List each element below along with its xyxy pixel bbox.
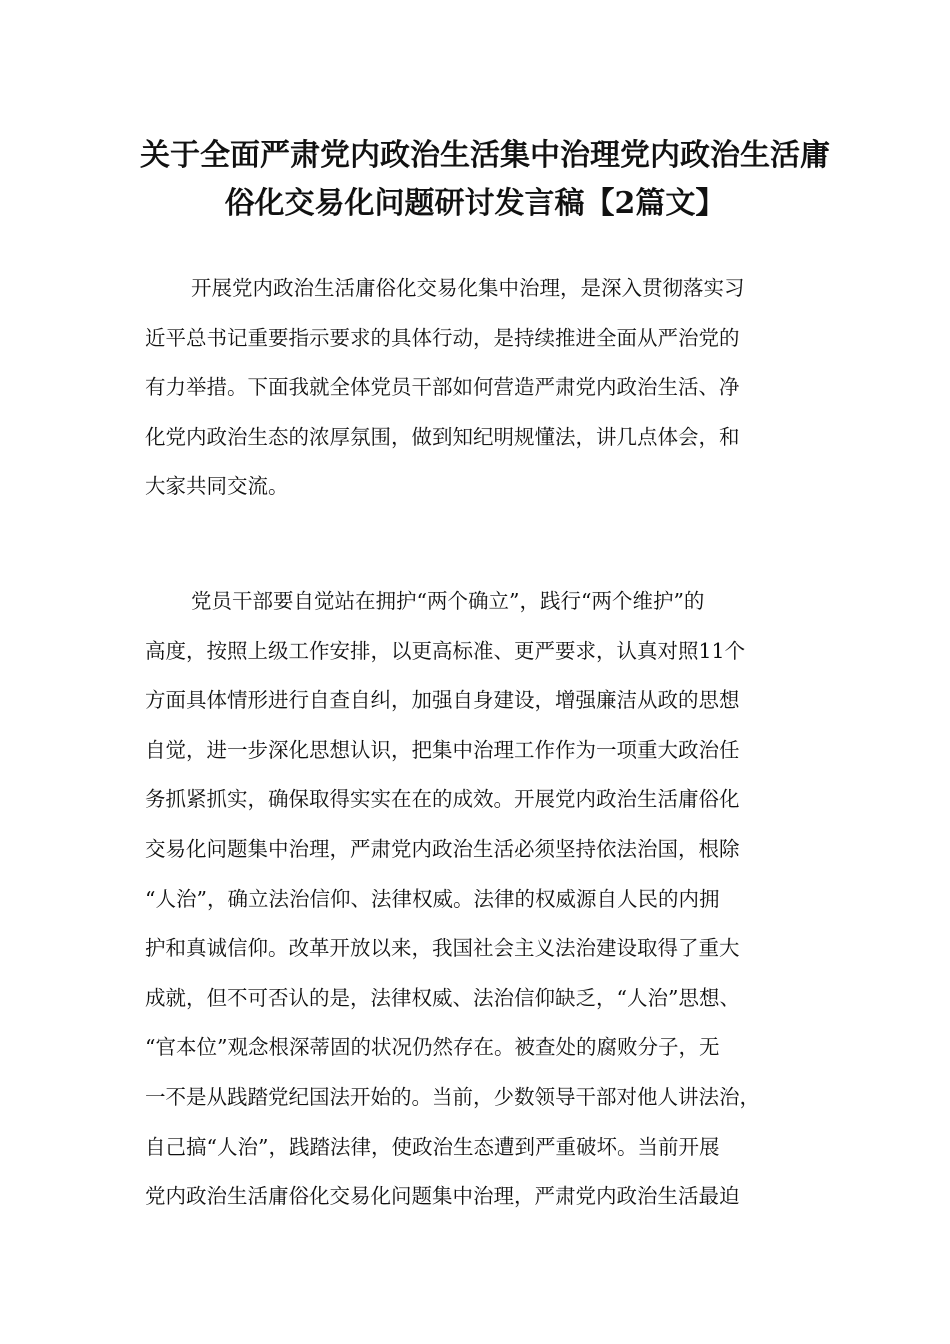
title-line-1: 关于全面严肃党内政治生活集中治理党内政治生活庸 (140, 138, 830, 173)
paragraph-1-line-1: 开展党内政治生活庸俗化交易化集中治理，是深入贯彻落实习 (191, 276, 745, 300)
paragraph-2-line-7: “人治”，确立法治信仰、法律权威。法律的权威源自人民的内拥 (145, 886, 720, 911)
paragraph-2-line-2: 高度，按照上级工作安排，以更高标准、更严要求，认真对照11个 (145, 638, 746, 663)
paragraph-2-line-8: 护和真诚信仰。改革开放以来，我国社会主义法治建设取得了重大 (145, 936, 740, 961)
paragraph-2 (145, 577, 813, 1222)
paragraph-2-line-6: 交易化问题集中治理，严肃党内政治生活必须坚持依法治国，根除 (145, 836, 740, 861)
paragraph-2-line-13: 党内政治生活庸俗化交易化问题集中治理，严肃党内政治生活最迫 (145, 1184, 740, 1209)
paragraph-1-line-2: 近平总书记重要指示要求的具体行动，是持续推进全面从严治党的 (145, 325, 740, 350)
paragraph-2-line-4: 自觉，进一步深化思想认识，把集中治理工作作为一项重大政治任 (145, 737, 740, 762)
paragraph-2-line-9: 成就，但不可否认的是，法律权威、法治信仰缺乏，“人治”思想、 (145, 985, 740, 1010)
paragraph-2-line-10: “官本位”观念根深蒂固的状况仍然存在。被查处的腐败分子，无 (145, 1035, 720, 1060)
paragraph-1-line-3: 有力举措。下面我就全体党员干部如何营造严肃党内政治生活、净 (145, 375, 740, 400)
paragraph-2-line-3: 方面具体情形进行自查自纠，加强自身建设，增强廉洁从政的思想 (145, 688, 740, 713)
title-line-2: 俗化交易化问题研讨发言稿【2篇文】 (224, 186, 726, 221)
paragraph-1-line-4: 化党内政治生态的浓厚氛围，做到知纪明规懂法，讲几点体会，和 (145, 424, 740, 449)
document-title (140, 132, 830, 228)
paragraph-2-line-12: 自己搞“人治”，践踏法律，使政治生态遭到严重破坏。当前开展 (145, 1134, 720, 1159)
paragraph-2-line-1: 党员干部要自觉站在拥护“两个确立”，践行“两个维护”的 (191, 589, 705, 613)
paragraph-2-line-5: 务抓紧抓实，确保取得实实在在的成效。开展党内政治生活庸俗化 (145, 787, 740, 812)
paragraph-1-line-5: 大家共同交流。 (145, 474, 289, 499)
paragraph-2-line-11: 一不是从践踏党纪国法开始的。当前，少数领导干部对他人讲法治， (145, 1084, 760, 1109)
paragraph-1 (145, 264, 813, 512)
